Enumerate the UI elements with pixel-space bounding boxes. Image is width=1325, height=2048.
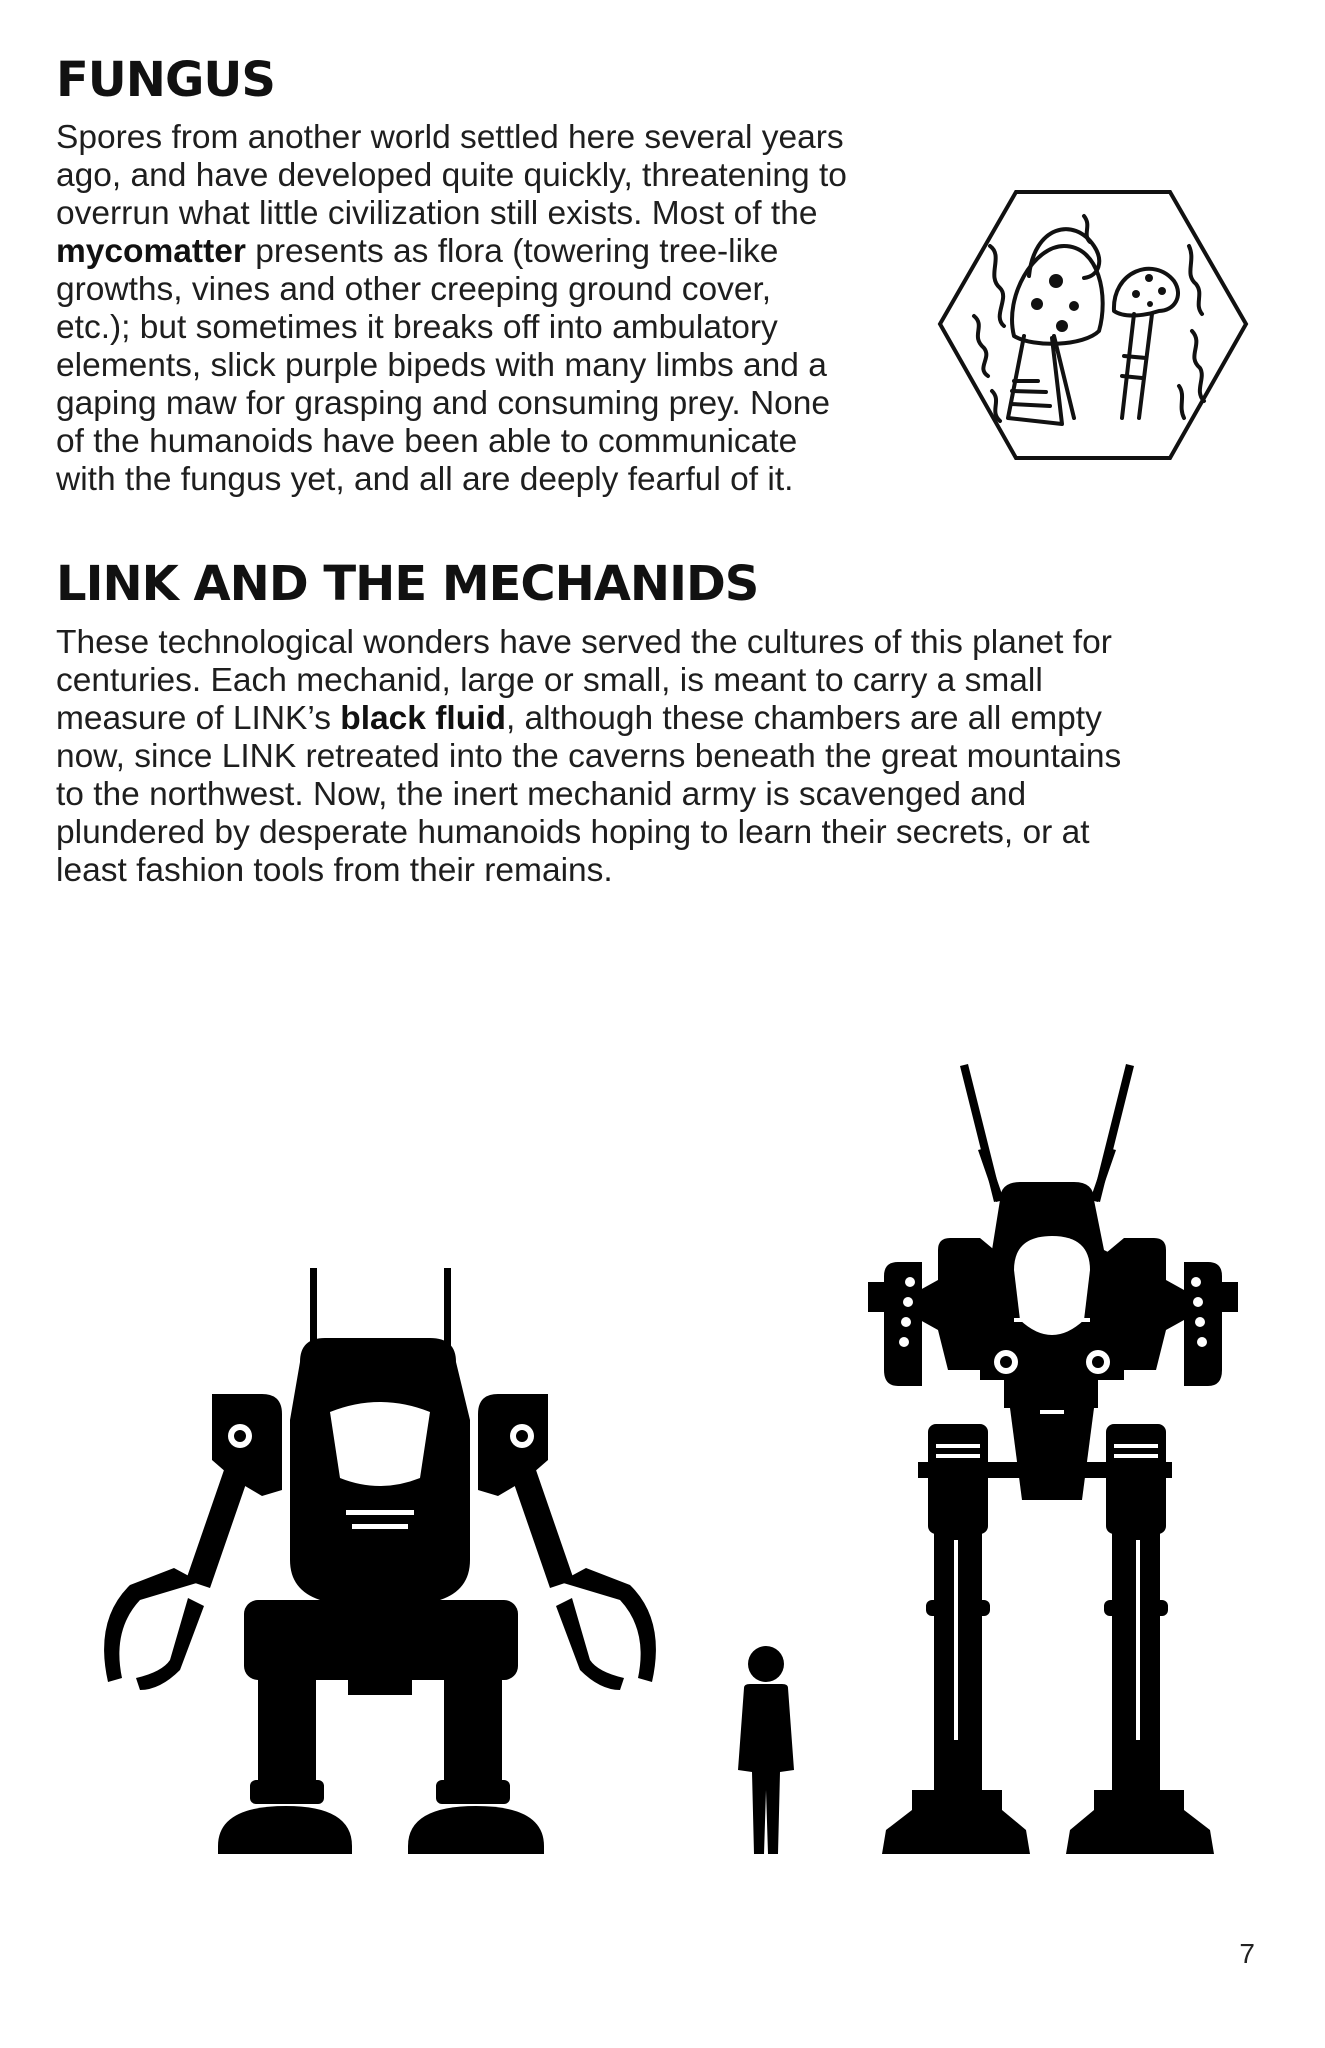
text-line: centuries. Each mechanid, large or small, is meant to carry a small bbox=[56, 662, 1043, 699]
text-line: Spores from another world settled here several years bbox=[56, 119, 844, 156]
text-line: growths, vines and other creeping ground cover, bbox=[56, 271, 772, 308]
text-run: presents as flora (towering tree-like bbox=[245, 233, 779, 270]
text-line: These technological wonders have served the cultures of this planet for bbox=[56, 624, 1112, 661]
text-line: overrun what little civilization still exists. Most of the bbox=[56, 195, 818, 232]
text-run: , although these chambers are all empty bbox=[505, 700, 1102, 737]
text-line: gaping maw for grasping and consuming prey. None bbox=[56, 385, 831, 422]
text-line: etc.); but sometimes it breaks off into ambulatory bbox=[56, 309, 778, 346]
bold-term: black fluid bbox=[340, 700, 506, 737]
human-silhouette bbox=[738, 1646, 794, 1854]
claw-mechanid-silhouette bbox=[104, 1268, 656, 1854]
text-line: plundered by desperate humanoids hoping to learn their secrets, or at bbox=[56, 814, 1090, 851]
text-line: least fashion tools from their remains. bbox=[56, 852, 613, 889]
page-number: 7 bbox=[1239, 1938, 1255, 1969]
bold-term: mycomatter bbox=[56, 233, 246, 270]
text-line: of the humanoids have been able to communicate bbox=[56, 423, 798, 460]
fungus-heading: FUNGUS bbox=[56, 52, 275, 108]
text-line: to the northwest. Now, the inert mechanid army is scavenged and bbox=[56, 776, 1027, 813]
text-run: measure of LINK’s bbox=[56, 700, 341, 737]
text-line: now, since LINK retreated into the caverns beneath the great mountains bbox=[56, 738, 1122, 775]
text-line: elements, slick purple bipeds with many limbs and a bbox=[56, 347, 827, 384]
mechanids-heading: LINK AND THE MECHANIDS bbox=[56, 556, 759, 612]
walker-mechanid-silhouette bbox=[868, 1064, 1238, 1854]
text-line: ago, and have developed quite quickly, threatening to bbox=[56, 157, 847, 194]
text-line: with the fungus yet, and all are deeply fearful of it. bbox=[56, 461, 794, 498]
